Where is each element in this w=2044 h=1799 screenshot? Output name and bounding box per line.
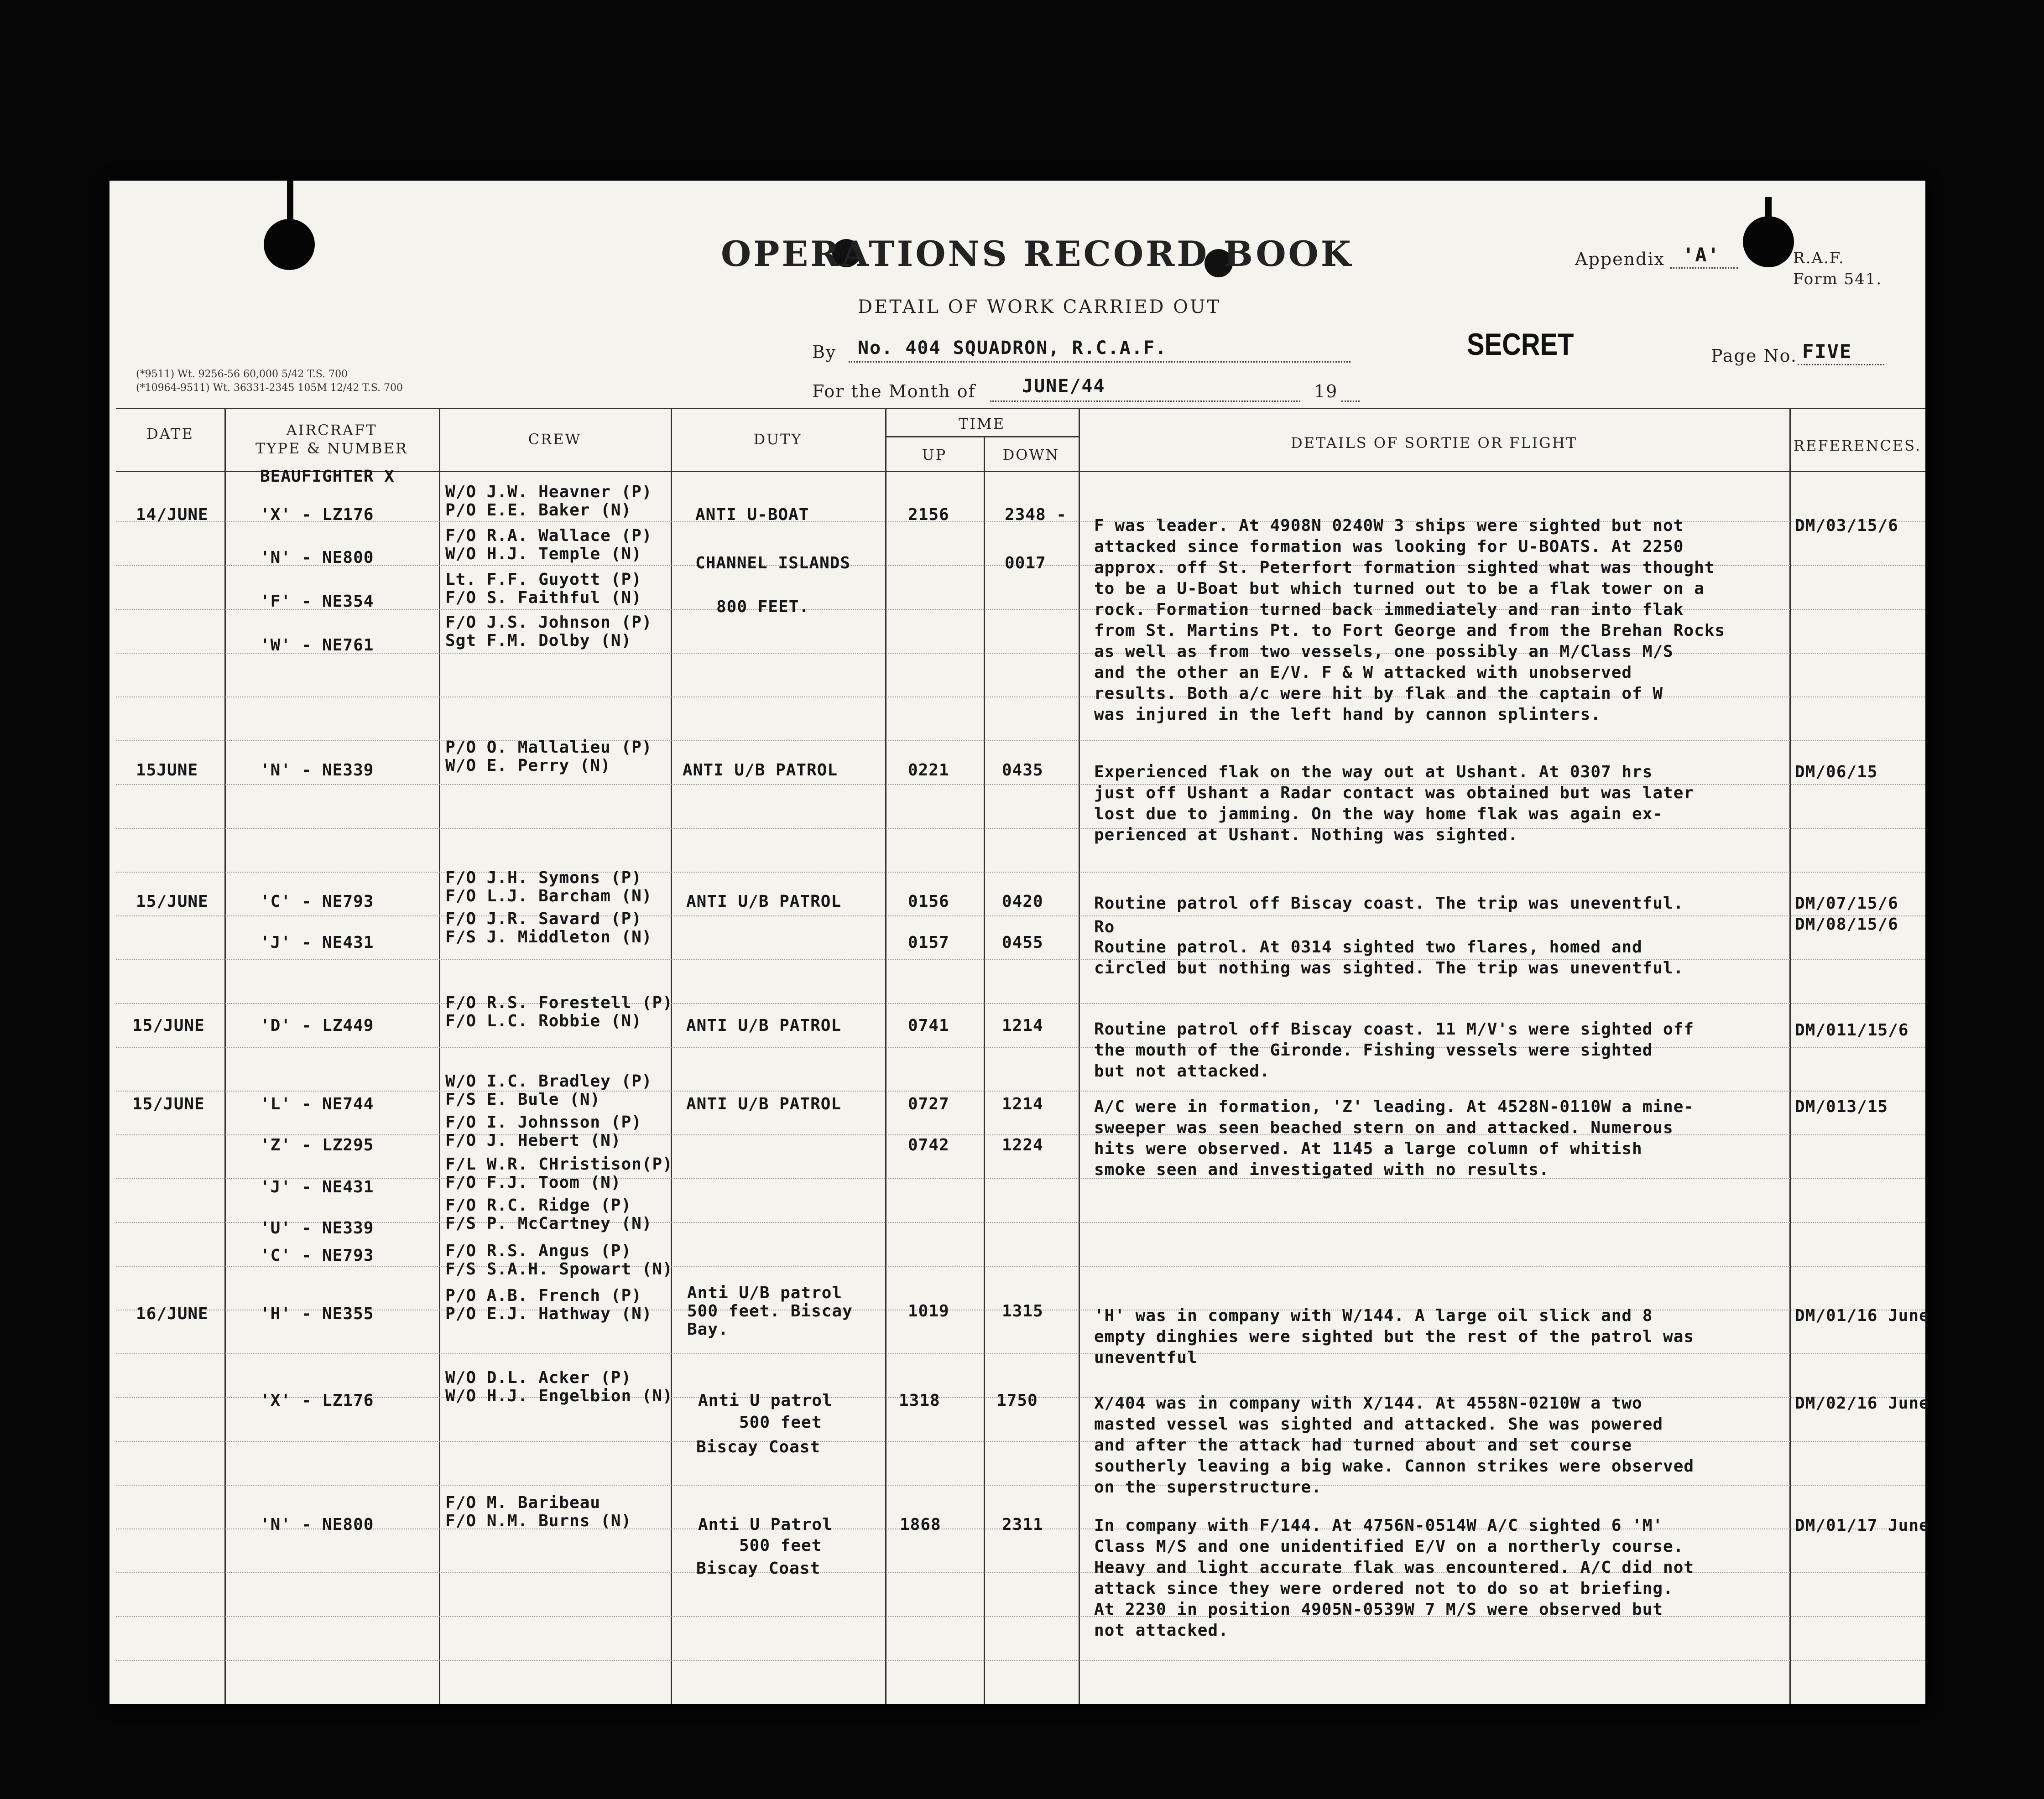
punch-hole (264, 219, 315, 270)
aircraft-id: 'U' - NE339 (260, 1219, 374, 1237)
print-code-2: (*10964-9511) Wt. 36331-2345 105M 12/42 T.S. 700 (136, 382, 403, 394)
time-down: 1214 (1002, 1016, 1043, 1035)
year-prefix: 19 (1314, 381, 1338, 401)
time-up: 1318 (899, 1391, 940, 1410)
time-down: 2348 - (1005, 505, 1067, 524)
sortie-line: not attacked. (1094, 1621, 1229, 1640)
crew-member: F/O J.H. Symons (P) (445, 868, 642, 887)
crew-member: F/O J.S. Johnson (P) (445, 613, 652, 632)
sortie-line: attacked since formation was looking for U-BOATS. At 2250 (1094, 537, 1684, 556)
sortie-line: but not attacked. (1094, 1062, 1270, 1081)
sortie-line: results. Both a/c were hit by flak and the captain of W (1094, 684, 1663, 703)
reference-code: DM/01/17 June (1795, 1516, 1929, 1535)
ruled-line (116, 1091, 1925, 1092)
page-title: OPERATIONS RECORD BOOK (721, 234, 1353, 274)
crew-member: W/O H.J. Engelbion (N) (445, 1387, 673, 1405)
ruled-line (116, 872, 1925, 873)
aircraft-id: 'N' - NE339 (260, 761, 374, 780)
sortie-line: Routine patrol. At 0314 sighted two flares, homed and (1094, 938, 1642, 957)
crew-member: F/O L.J. Barcham (N) (445, 887, 652, 905)
raf-label: R.A.F. (1793, 249, 1845, 267)
aircraft-id: 'N' - NE800 (260, 548, 374, 567)
time-down: 1224 (1002, 1136, 1043, 1154)
crew-member: F/O R.A. Wallace (P) (445, 526, 652, 545)
entry-date: 15/JUNE (132, 1095, 205, 1113)
col-header-details: DETAILS OF SORTIE OR FLIGHT (1291, 434, 1577, 452)
aircraft-id: 'C' - NE793 (260, 1246, 374, 1265)
time-up: 2156 (908, 505, 949, 524)
crew-member: F/S P. McCartney (N) (445, 1214, 652, 1233)
ruled-line (116, 1003, 1925, 1004)
ruled-line (116, 828, 1925, 829)
entry-date: 15/JUNE (132, 1016, 205, 1035)
duty-text: 500 feet. Biscay (687, 1302, 853, 1321)
duty-text: 500 feet (739, 1413, 822, 1432)
duty-text: ANTI U/B PATROL (686, 1016, 842, 1035)
time-down: 0420 (1002, 892, 1043, 911)
aircraft-id: 'X' - LZ176 (260, 1391, 374, 1410)
print-code-1: (*9511) Wt. 9256-56 60,000 5/42 T.S. 700 (136, 369, 348, 380)
duty-text: 500 feet (739, 1536, 822, 1555)
col-header-references: REFERENCES. (1793, 437, 1922, 454)
sortie-line: In company with F/144. At 4756N-0514W A/C sighted 6 'M' (1094, 1516, 1663, 1535)
col-header-aircraft-type: TYPE & NUMBER (256, 440, 408, 457)
col-header-duty: DUTY (753, 431, 803, 448)
aircraft-id: 'F' - NE354 (260, 592, 374, 611)
reference-code: DM/03/15/6 (1795, 516, 1898, 535)
sortie-line: just off Ushant a Radar contact was obtained but was later (1094, 784, 1695, 802)
ruled-line (116, 1660, 1925, 1661)
duty-text: 800 FEET. (716, 598, 810, 616)
aircraft-id: 'Z' - LZ295 (260, 1136, 374, 1154)
crew-member: F/O F.J. Toom (N) (445, 1173, 621, 1192)
sortie-line: sweeper was seen beached stern on and attacked. Numerous (1094, 1118, 1674, 1137)
sortie-line: F was leader. At 4908N 0240W 3 ships were sighted but not (1094, 516, 1684, 535)
aircraft-id: 'H' - NE355 (260, 1305, 374, 1323)
crew-member: W/O D.L. Acker (P) (445, 1368, 632, 1387)
crew-member: P/O O. Mallalieu (P) (445, 738, 652, 757)
crew-member: F/S S.A.H. Spowart (N) (445, 1260, 673, 1279)
time-up: 0221 (908, 761, 949, 780)
page-number: FIVE (1802, 340, 1852, 363)
sortie-line: X/404 was in company with X/144. At 4558N-0210W a two (1094, 1394, 1642, 1413)
duty-text: ANTI U/B PATROL (686, 892, 842, 911)
ruled-line (116, 740, 1925, 741)
duty-text: Biscay Coast (696, 1559, 821, 1578)
page-subtitle: DETAIL OF WORK CARRIED OUT (858, 296, 1221, 317)
sortie-line: southerly leaving a big wake. Cannon strikes were observed (1094, 1457, 1695, 1476)
col-header-date: DATE (146, 425, 194, 442)
entry-date: 16/JUNE (136, 1305, 209, 1323)
reference-code: DM/06/15 (1795, 763, 1878, 781)
time-down: 0455 (1002, 933, 1043, 952)
entry-date: 15JUNE (136, 761, 198, 780)
sortie-line: as well as from two vessels, one possibly an M/Class M/S (1094, 642, 1674, 661)
sortie-line: rock. Formation turned back immediately and ran into flak (1094, 600, 1684, 619)
crew-member: F/O R.S. Forestell (P) (445, 993, 673, 1012)
table-top-border (116, 408, 1925, 409)
aircraft-id: 'L' - NE744 (260, 1095, 374, 1113)
reference-code: DM/07/15/6 (1795, 894, 1898, 913)
sortie-line: A/C were in formation, 'Z' leading. At 4528N-0110W a mine- (1094, 1097, 1695, 1116)
sortie-line: to be a U-Boat but which turned out to be a flak tower on a (1094, 579, 1705, 598)
time-up: 1868 (900, 1515, 941, 1534)
reference-code: DM/02/16 June (1795, 1394, 1929, 1413)
ruled-line (116, 1441, 1925, 1442)
page-no-label: Page No. (1711, 346, 1797, 366)
aircraft-type: BEAUFIGHTER X (260, 467, 395, 486)
time-up: 0742 (908, 1136, 949, 1154)
sortie-line: attack since they were ordered not to do so at briefing. (1094, 1579, 1674, 1598)
sortie-line: and after the attack had turned about and set course (1094, 1436, 1632, 1455)
punch-hole (1743, 216, 1794, 267)
sortie-line: empty dinghies were sighted but the rest of the patrol was (1094, 1327, 1695, 1346)
aircraft-id: 'N' - NE800 (260, 1515, 374, 1534)
sortie-line: from St. Martins Pt. to Fort George and from the Brehan Rocks (1094, 621, 1726, 640)
sortie-line: Routine patrol off Biscay coast. The trip was uneventful. (1094, 894, 1684, 913)
duty-text: ANTI U/B PATROL (686, 1095, 842, 1113)
ruled-line (116, 1178, 1925, 1179)
reference-code: DM/08/15/6 (1795, 915, 1898, 934)
sortie-line: Routine patrol off Biscay coast. 11 M/V's were sighted off (1094, 1020, 1695, 1039)
sortie-line: the mouth of the Gironde. Fishing vessels were sighted (1094, 1041, 1653, 1060)
duty-text: ANTI U/B PATROL (683, 761, 838, 780)
secret-stamp: SECRET (1467, 327, 1574, 362)
print-codes (136, 368, 403, 395)
time-down: 0017 (1005, 554, 1046, 572)
aircraft-id: 'C' - NE793 (260, 892, 374, 911)
crew-member: F/O I. Johnsson (P) (445, 1113, 642, 1132)
time-up: 0741 (908, 1016, 949, 1035)
col-divider (984, 436, 985, 1704)
form-number: Form 541. (1793, 270, 1882, 288)
sortie-line: approx. off St. Peterfort formation sighted what was thought (1094, 558, 1715, 577)
time-down: 2311 (1002, 1515, 1043, 1534)
month-label: For the Month of (812, 381, 976, 401)
ruled-line (116, 1222, 1925, 1223)
binder-slot (287, 181, 293, 222)
col-divider (439, 408, 440, 1704)
record-sheet (110, 181, 1929, 1704)
ruled-line (116, 1353, 1925, 1354)
col-divider (224, 408, 226, 1704)
sortie-line: was injured in the left hand by cannon splinters. (1094, 705, 1601, 724)
crew-member: F/O R.S. Angus (P) (445, 1242, 632, 1260)
sortie-line: uneventful (1094, 1348, 1198, 1367)
crew-member: F/S J. Middleton (N) (445, 928, 652, 946)
col-header-crew: CREW (528, 431, 582, 448)
year-line (1341, 400, 1360, 402)
month-value: JUNE/44 (1022, 376, 1105, 397)
sortie-line: At 2230 in position 4905N-0539W 7 M/S were observed but (1094, 1600, 1663, 1619)
duty-text: Anti U patrol (698, 1391, 833, 1410)
time-up: 1019 (908, 1302, 949, 1321)
sortie-line: perienced at Ushant. Nothing was sighted. (1094, 826, 1518, 844)
col-header-time: TIME (958, 415, 1006, 432)
col-divider (671, 408, 672, 1704)
duty-text: Anti U/B patrol (687, 1284, 843, 1302)
sortie-line: hits were observed. At 1145 a large column of whitish (1094, 1139, 1642, 1158)
sortie-line: Experienced flak on the way out at Ushant. At 0307 hrs (1094, 763, 1653, 781)
appendix-label: Appendix (1575, 249, 1665, 269)
appendix-line (1670, 267, 1738, 269)
time-up: 0156 (908, 892, 949, 911)
time-split-line (885, 436, 1079, 437)
ruled-line (116, 1047, 1925, 1048)
crew-member: W/O H.J. Temple (N) (445, 545, 642, 563)
col-header-aircraft: AIRCRAFT (286, 421, 377, 439)
crew-member: F/O R.C. Ridge (P) (445, 1196, 632, 1215)
time-up: 0157 (908, 933, 949, 952)
aircraft-id: 'J' - NE431 (260, 933, 374, 952)
time-down: 1315 (1002, 1302, 1043, 1321)
sortie-line: and the other an E/V. F & W attacked with unobserved (1094, 663, 1632, 682)
sortie-line: Ro (1094, 918, 1115, 936)
sortie-line: Class M/S and one unidentified E/V on a northerly course. (1094, 1537, 1684, 1556)
duty-text: Bay. (687, 1320, 729, 1339)
entry-date: 15/JUNE (136, 892, 209, 911)
month-line (990, 400, 1300, 402)
col-divider (1079, 408, 1080, 1704)
crew-member: W/O J.W. Heavner (P) (445, 483, 652, 501)
entry-date: 14/JUNE (136, 505, 209, 524)
ruled-line (116, 1485, 1925, 1486)
ruled-line (116, 1266, 1925, 1267)
crew-member: W/O I.C. Bradley (P) (445, 1072, 652, 1091)
crew-member: W/O E. Perry (N) (445, 756, 611, 775)
sortie-line: masted vessel was sighted and attacked. She was powered (1094, 1415, 1663, 1434)
crew-member: F/O S. Faithful (N) (445, 588, 642, 607)
duty-text: Biscay Coast (696, 1438, 821, 1456)
aircraft-id: 'D' - LZ449 (260, 1016, 374, 1035)
duty-text: Anti U Patrol (698, 1515, 833, 1534)
crew-member: P/O E.J. Hathway (N) (445, 1305, 652, 1323)
appendix-value: 'A' (1683, 244, 1720, 266)
sortie-line: circled but nothing was sighted. The trip was uneventful. (1094, 959, 1684, 977)
crew-member: P/O E.E. Baker (N) (445, 501, 632, 520)
crew-member: F/S E. Bule (N) (445, 1090, 601, 1109)
crew-member: F/O N.M. Burns (N) (445, 1512, 632, 1530)
squadron-name: No. 404 SQUADRON, R.C.A.F. (858, 338, 1168, 359)
page-no-line (1798, 364, 1884, 365)
crew-member: Lt. F.F. Guyott (P) (445, 570, 642, 589)
time-down: 1214 (1002, 1095, 1043, 1113)
by-line (849, 361, 1350, 363)
sortie-line: 'H' was in company with W/144. A large oil slick and 8 (1094, 1306, 1653, 1325)
col-divider (1789, 408, 1791, 1704)
reference-code: DM/01/16 June (1795, 1306, 1929, 1325)
sortie-line: smoke seen and investigated with no results. (1094, 1160, 1549, 1179)
crew-member: F/O L.C. Robbie (N) (445, 1012, 642, 1030)
aircraft-id: 'W' - NE761 (260, 636, 374, 655)
col-divider (885, 408, 886, 1704)
crew-member: P/O A.B. French (P) (445, 1286, 642, 1305)
crew-member: F/L W.R. CHristison(P) (445, 1155, 673, 1174)
time-down: 0435 (1002, 761, 1043, 780)
sortie-line: Heavy and light accurate flak was encountered. A/C did not (1094, 1558, 1695, 1577)
aircraft-id: 'J' - NE431 (260, 1178, 374, 1196)
crew-member: F/O M. Baribeau (445, 1493, 601, 1512)
duty-text: CHANNEL ISLANDS (695, 554, 851, 572)
sortie-line: lost due to jamming. On the way home flak was again ex- (1094, 805, 1663, 823)
duty-text: ANTI U-BOAT (695, 505, 809, 524)
reference-code: DM/011/15/6 (1795, 1021, 1909, 1040)
crew-member: Sgt F.M. Dolby (N) (445, 631, 632, 650)
time-up: 0727 (908, 1095, 949, 1113)
by-label: By (812, 342, 837, 362)
crew-member: F/O J.R. Savard (P) (445, 910, 642, 928)
col-header-up: UP (922, 446, 947, 463)
ruled-line (116, 915, 1925, 916)
aircraft-id: 'X' - LZ176 (260, 505, 374, 524)
reference-code: DM/013/15 (1795, 1097, 1888, 1116)
crew-member: F/O J. Hebert (N) (445, 1131, 621, 1150)
sortie-line: on the superstructure. (1094, 1478, 1322, 1497)
time-down: 1750 (996, 1391, 1038, 1410)
col-header-down: DOWN (1002, 446, 1060, 463)
